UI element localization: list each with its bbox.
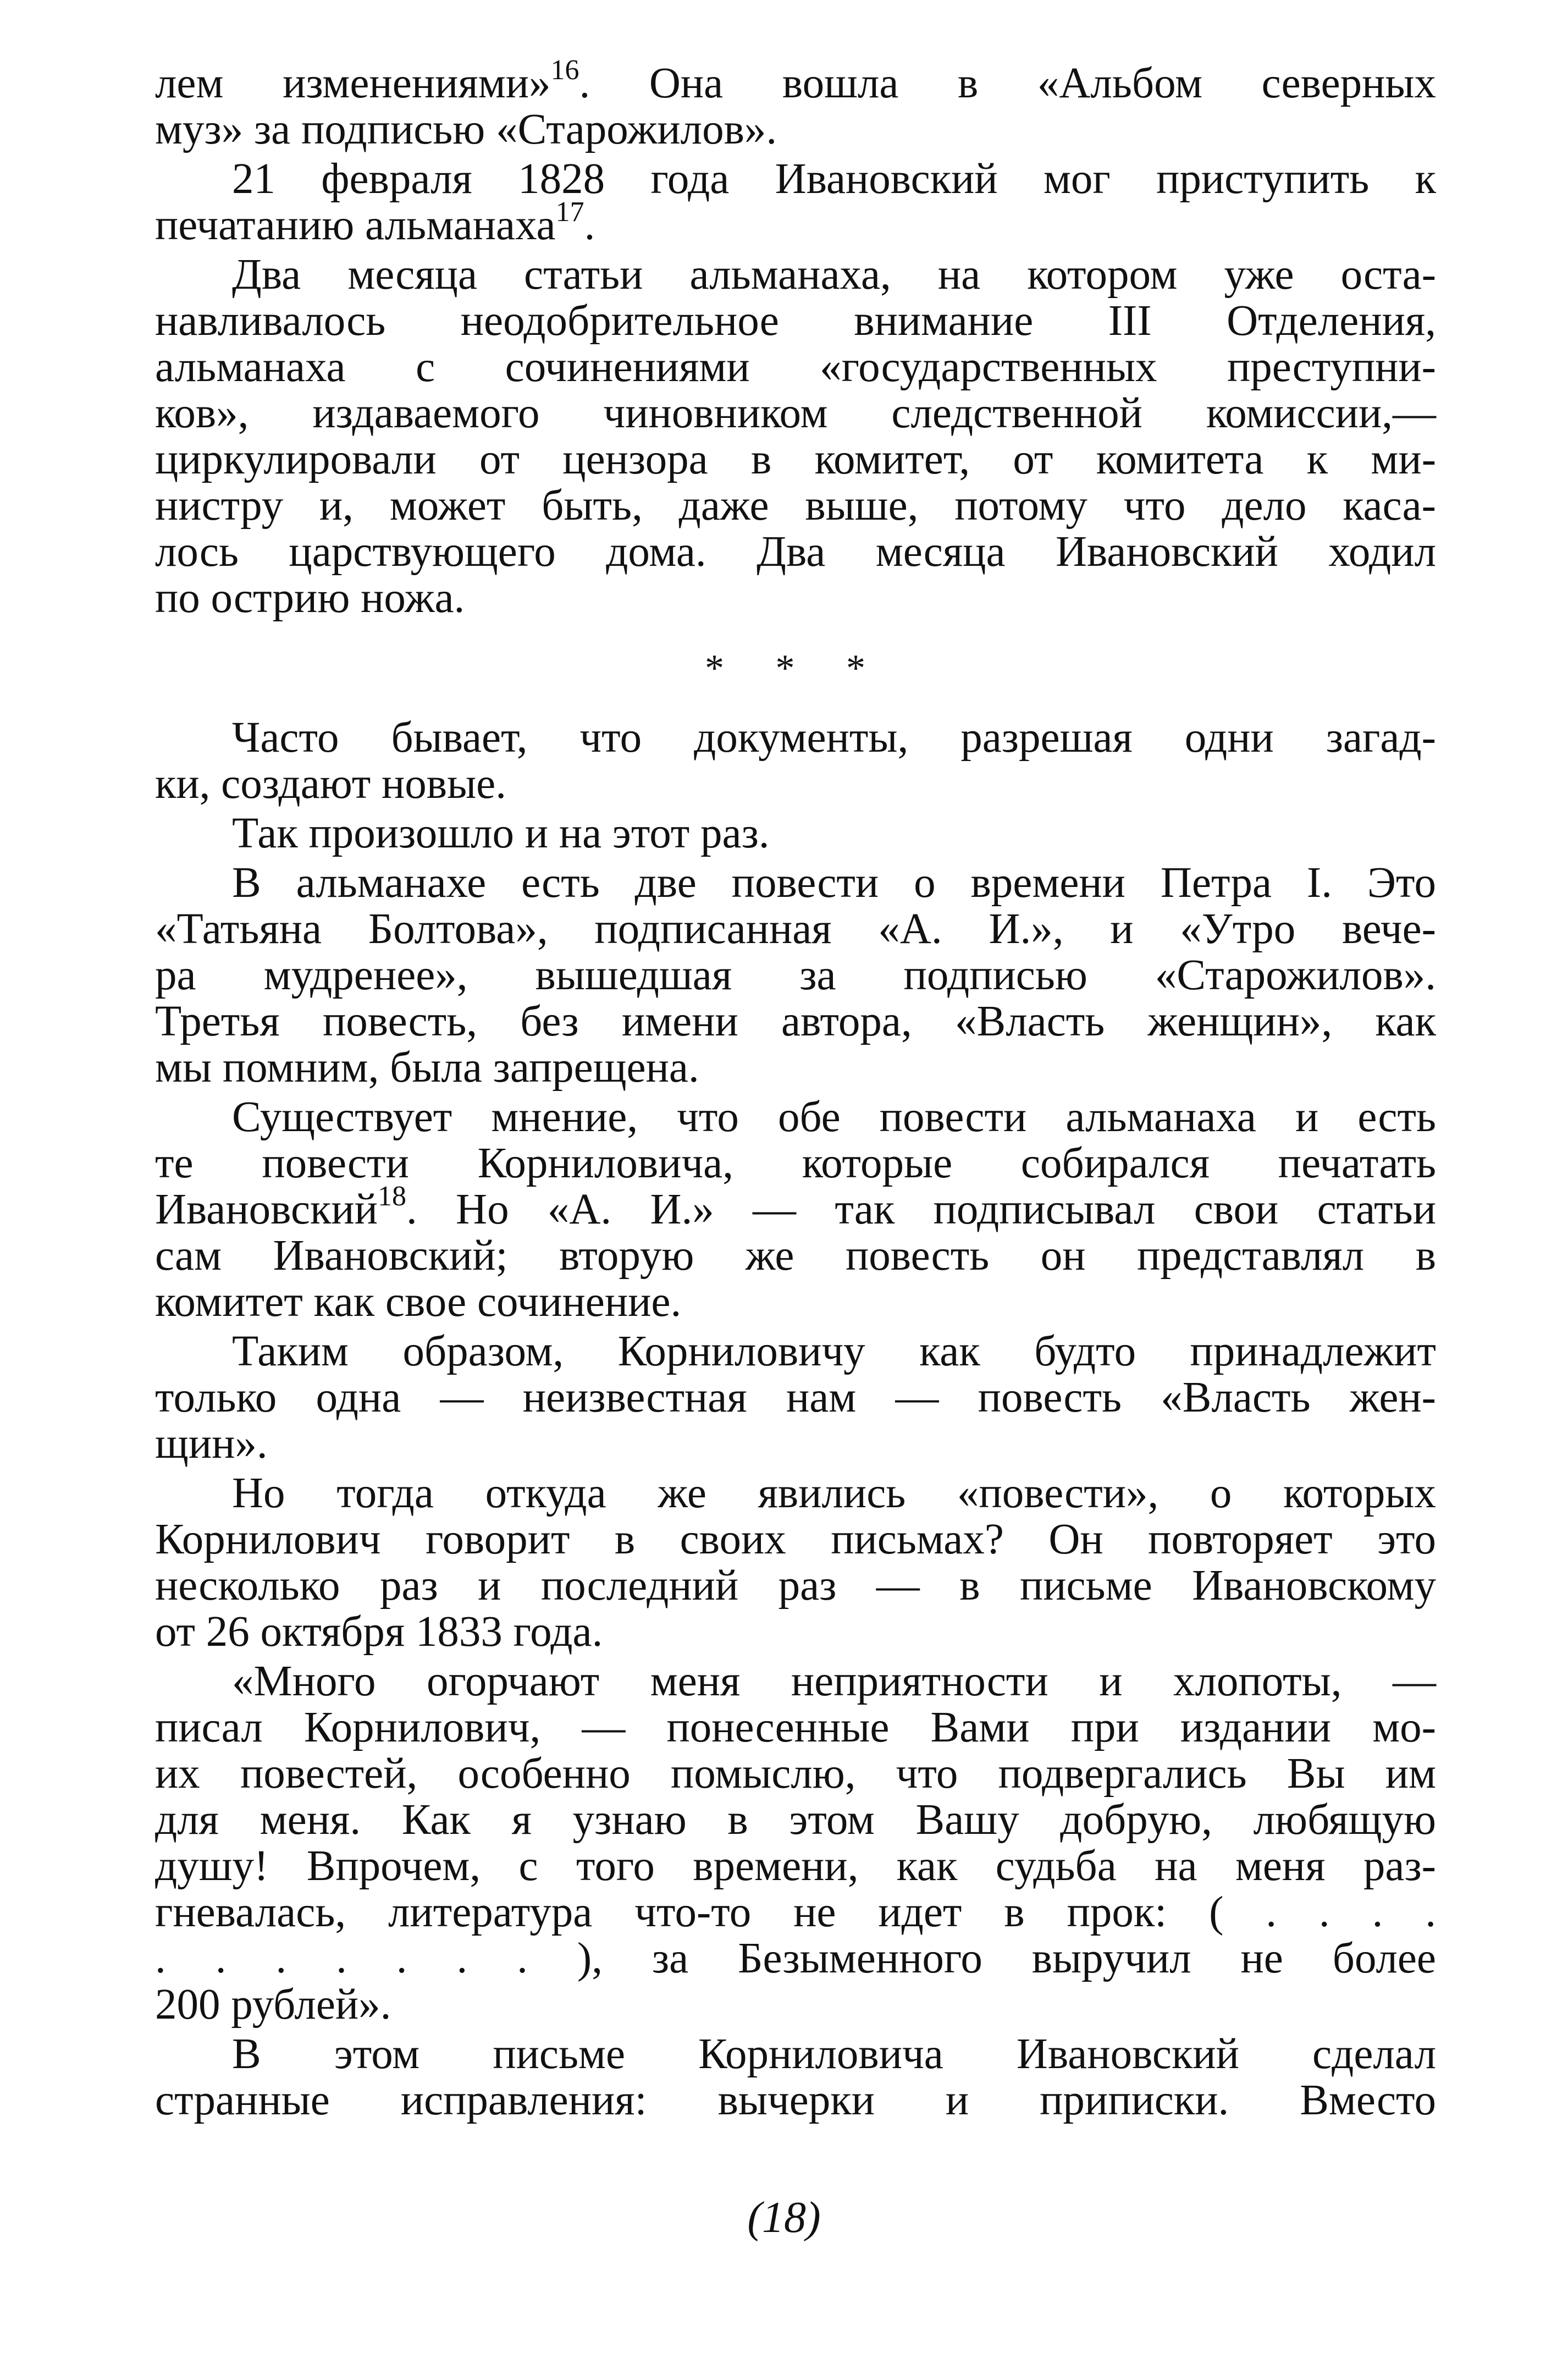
text-line: 200 рублей». — [155, 1981, 391, 2029]
text-line: циркулировали от цензора в комитет, от комитета к ми- — [155, 436, 1436, 483]
text-line: альманаха с сочинениями «государственных преступни- — [155, 343, 1436, 391]
paragraph — [155, 156, 1436, 249]
text-line: муз» за подписью «Старожилов». — [155, 106, 777, 153]
text-line: 21 февраля 1828 года Ивановский мог приступить к — [232, 155, 1436, 203]
text-line: только одна — неизвестная нам — повесть «Власть жен- — [155, 1374, 1436, 1421]
text-line: ра мудренее», вышедшая за подписью «Старожилов». — [155, 951, 1436, 999]
footnote-ref: 17 — [555, 196, 584, 228]
paragraph — [155, 252, 1436, 621]
text-line: лось царствующего дома. Два месяца Ивановский ходил — [155, 528, 1436, 576]
text-line: душу! Впрочем, с того времени, как судьба на меня раз- — [155, 1842, 1436, 1890]
paragraph — [155, 54, 1437, 153]
text-line: В этом письме Корниловича Ивановский сделал — [232, 2030, 1436, 2078]
text-line: их повестей, особенно помыслю, что подвергались Вы им — [155, 1750, 1436, 1798]
text-line: «Много огорчают меня неприятности и хлопоты, — — [232, 1657, 1436, 1705]
text-line: . . . . . . . ), за Безыменного выручил не более — [155, 1934, 1436, 1982]
text-line: Часто бывает, что документы, разрешая одни загад- — [232, 714, 1436, 762]
text-line — [155, 196, 1436, 249]
text-line: гневалась, литература что-то не идет в прок: ( . . . . — [155, 1888, 1436, 1936]
text-line: навливалось неодобрительное внимание III Отделения, — [155, 297, 1436, 345]
text-fragment: . — [584, 201, 595, 249]
text-line: для меня. Как я узнаю в этом Вашу добрую, любящую — [155, 1796, 1436, 1844]
text-line: несколько раз и последний раз — в письме Ивановскому — [155, 1562, 1436, 1610]
text-line: Корнилович говорит в своих письмах? Он повторяет это — [155, 1515, 1436, 1563]
text-line: ков», издаваемого чиновником следственной комиссии,— — [155, 389, 1436, 437]
page-body — [155, 54, 1437, 2127]
text-line: «Татьяна Болтова», подписанная «А. И.», и «Утро вече- — [155, 905, 1436, 953]
text-line: Существует мнение, что обе повести альманаха и есть — [232, 1093, 1436, 1141]
text-line: Таким образом, Корниловичу как будто принадлежит — [232, 1327, 1436, 1375]
text-line: писал Корнилович, — понесенные Вами при издании мо- — [155, 1704, 1436, 1751]
text-line: те повести Корниловича, которые собирался печатать — [155, 1139, 1436, 1187]
paragraph — [155, 1470, 1436, 1655]
paragraph — [155, 1329, 1436, 1467]
text-line: странные исправления: вычерки и приписки. Вместо — [155, 2076, 1436, 2124]
text-line — [155, 1180, 1436, 1233]
text-fragment: . Она вошла в «Альбом северных — [579, 59, 1437, 107]
text-line: мы помним, была запрещена. — [155, 1044, 699, 1092]
section-separator: * * * — [705, 647, 886, 690]
paragraph — [155, 860, 1436, 1091]
text-fragment: лем изменениями» — [155, 59, 551, 107]
text-fragment: Ивановский — [155, 1186, 378, 1233]
text-line: комитет как свое сочинение. — [155, 1278, 682, 1326]
text-line — [155, 54, 1437, 107]
text-line: щин». — [155, 1420, 268, 1468]
text-line: сам Ивановский; вторую же повесть он представлял в — [155, 1232, 1436, 1280]
paragraph — [155, 1658, 1436, 2028]
text-line: Так произошло и на этот раз. — [232, 809, 770, 857]
text-line: Два месяца статьи альманаха, на котором уже оста- — [232, 251, 1436, 299]
text-line: нистру и, может быть, даже выше, потому что дело каса- — [155, 482, 1436, 530]
paragraph — [155, 2031, 1436, 2124]
paragraph — [155, 811, 1436, 857]
text-fragment: . Но «А. И.» — так подписывал свои статьи — [406, 1186, 1436, 1233]
footnote-ref: 18 — [378, 1180, 406, 1212]
text-line: Но тогда откуда же явились «повести», о которых — [232, 1469, 1436, 1517]
text-fragment: печатанию альманаха — [155, 201, 556, 249]
footnote-ref: 16 — [550, 54, 579, 86]
text-line: от 26 октября 1833 года. — [155, 1608, 603, 1656]
text-line: Третья повесть, без имени автора, «Власть женщин», как — [155, 997, 1436, 1045]
paragraph — [155, 715, 1436, 807]
text-line: ки, создают новые. — [155, 760, 506, 808]
text-line: В альманахе есть две повести о времени Петра I. Это — [232, 859, 1436, 907]
page-number: (18) — [747, 2193, 821, 2242]
paragraph — [155, 1094, 1436, 1325]
text-line: по острию ножа. — [155, 574, 465, 622]
